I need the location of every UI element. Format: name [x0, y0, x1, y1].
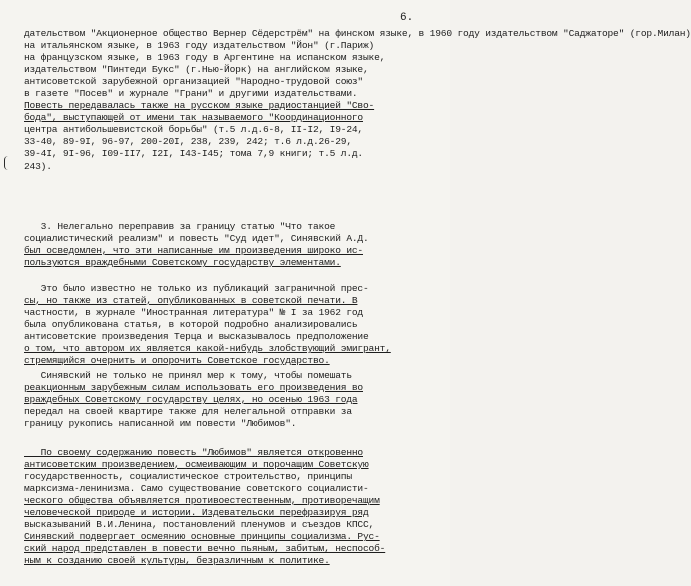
text-line-underlined: бода", выступающей от имени так называемого "Координационного: [24, 112, 363, 124]
text-line-underlined: ческого общества объявляется противоестественным, противоречащим: [24, 495, 380, 507]
paragraph-1: [24, 28, 691, 173]
text-line-underlined: враждебных Советскому государству целях, но осенью 1963 года: [24, 394, 358, 406]
paragraph-2: [24, 221, 442, 269]
text-line: на итальянском языке, в 1963 году издательством "Йон" (г.Париж): [24, 40, 375, 52]
page-number: 6.: [400, 12, 414, 24]
text-line-underlined: По своему содержанию повесть "Любимов" является откровенно: [24, 447, 363, 458]
text-line: в газете "Посев" и журнале "Грани" и другими издательствами.: [24, 88, 358, 100]
text-line: антисоветские произведения Терца и высказывалось предположение: [24, 331, 369, 343]
text-line: границу рукопись написанной им повести "Любимов".: [24, 418, 297, 430]
text-line: Синявский не только не принял мер к тому, чтобы помешать: [24, 370, 352, 381]
text-line: дательством "Акционерное общество Вернер Сёдерстрём" на финском языке, в 1960 году издательством "Саджаторе" (гор.Милан): [24, 28, 691, 39]
text-line-underlined: Повесть передавалась также на русском языке радиостанцией "Сво-: [24, 100, 375, 112]
text-line: частности, в журнале "Иностранная литература" № I за 1962 год: [24, 307, 363, 319]
text-line: 39-4I, 9I-96, I09-II7, I2I, I43-I45; тома 7,9 книги; т.5 л.д.: [24, 148, 363, 160]
paragraph-4: [24, 370, 442, 430]
text-line-underlined: антисоветским произведением, осмеивающим и порочащим Советскую: [24, 459, 369, 471]
text-line: на французском языке, в 1963 году в Аргентине на испанском языке,: [24, 52, 386, 64]
text-line: антисоветской зарубежной организацией "Народно-трудовой союз": [24, 76, 363, 88]
text-line-underlined: о том, что автором их является какой-нибудь злобствующий эмигрант,: [24, 343, 391, 355]
text-line-underlined: реакционным зарубежным силам использовать его произведения во: [24, 382, 363, 394]
text-line-underlined: Синявский подвергает осмеянию основные принципы социализма. Рус-: [24, 531, 380, 543]
text-line: высказываний В.И.Ленина, постановлений пленумов и съездов КПСС,: [24, 519, 375, 531]
text-line: передал на своей квартире также для нелегальной отправки за: [24, 406, 352, 418]
text-line: государственность, социалистическое строительство, принципы: [24, 471, 352, 483]
paragraph-3: [24, 283, 442, 367]
text-line: 3. Нелегально переправив за границу статью "Что такое: [24, 221, 336, 232]
text-line-underlined: человеческой природе и истории. Издевательски перефразируя ряд: [24, 507, 369, 519]
text-line-underlined: стремящийся очернить и опорочить Советское государство.: [24, 355, 330, 367]
text-line: 243).: [24, 160, 52, 172]
text-line-underlined: пользуются враждебными Советскому государству элементами.: [24, 257, 341, 269]
text-line: центра антибольшевистской борьбы" (т.5 л.д.6-8, II-I2, I9-24,: [24, 124, 363, 136]
text-line-underlined: ский народ представлен в повести вечно пьяным, забитым, неспособ-: [24, 543, 386, 555]
text-line: 33-40, 89-9I, 96-97, 200-20I, 238, 239, 242; т.6 л.д.26-29,: [24, 136, 352, 148]
text-line-underlined: сы, но также из статей, опубликованных в советской печати. В: [24, 295, 358, 307]
text-line: издательством "Пинтеди Букс" (г.Нью-Йорк) на английском языке,: [24, 64, 369, 76]
text-line: была опубликована статья, в которой подробно анализировались: [24, 319, 358, 331]
text-line: марксизма-ленинизма. Само существование советского социалисти-: [24, 483, 369, 495]
paragraph-5: [24, 447, 442, 567]
margin-bracket-mark: [4, 156, 13, 170]
text-line: Это было известно не только из публикаций заграничной прес-: [24, 283, 369, 294]
text-line-underlined: ным к созданию своей культуры, безразличным к политике.: [24, 555, 330, 567]
text-line: социалистический реализм" и повесть "Суд идет", Синявский А.Д.: [24, 233, 369, 245]
text-line-underlined: был осведомлен, что эти написанные им произведения широко ис-: [24, 245, 363, 257]
